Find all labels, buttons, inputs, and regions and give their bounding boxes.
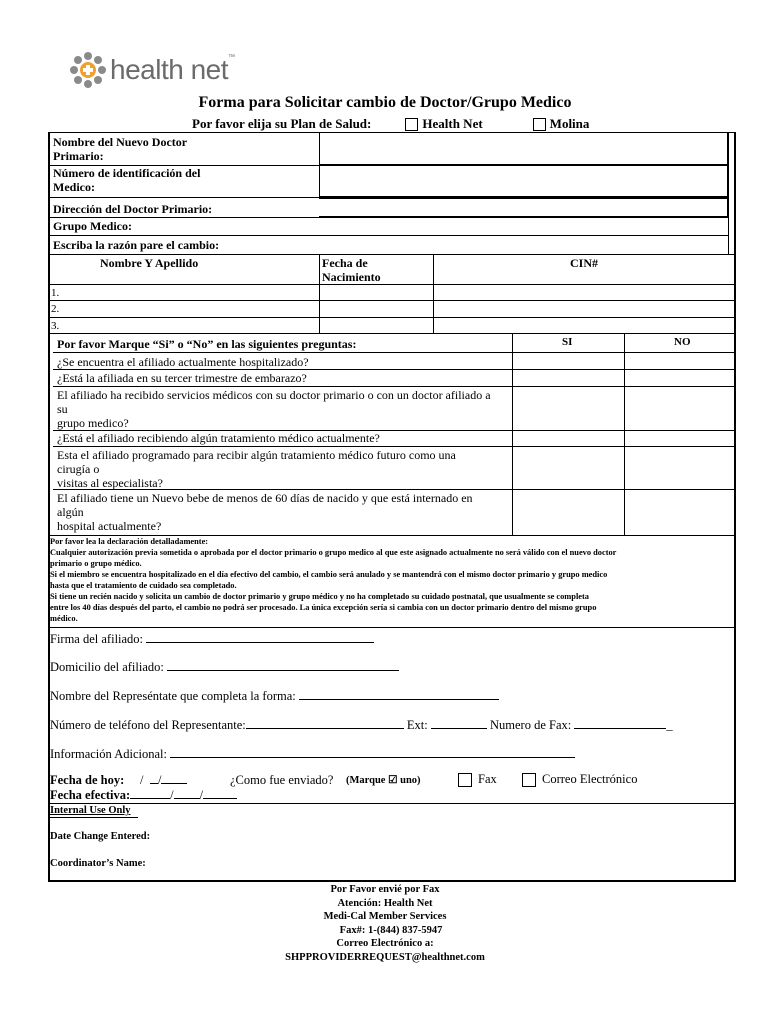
declaration: Por favor lea la declaración detalladamente: Cualquier autorización previa sometida o aprobada por el doctor primario o grupo medico al que este asignado actualmente no será válido con el nuevo doctor primario o grupo médico. Si el miembro se encuentra hospitalizado en el día efectivo del cambio, el cambio será anulado y se mantendrá con el mismo doctor primario y grupo medico hasta que el tratamiento de cuidado sea completado. Si tiene un recién nacido y solicita un cambio de doctor primario y grupo médico y no ha completado su cuidado postnatal, que usualmente se completa entre los 40 días después del parto, el cambio no podrá ser procesado. La única excepción sería si cambia con un doctor primario dentro del mismo grupo médico. — [50, 537, 617, 623]
effective-date-field[interactable] — [130, 788, 170, 799]
member-address-line: Domicilio del afiliado: — [50, 660, 399, 675]
medical-group-label: Grupo Medico: — [53, 219, 132, 233]
representative-phone-field[interactable] — [246, 718, 404, 729]
doctor-address-label: Dirección del Doctor Primario: — [53, 202, 213, 216]
coordinator-name-label: Coordinator’s Name: — [50, 858, 146, 869]
yes-column-header: SI — [562, 336, 573, 348]
representative-name-field[interactable] — [299, 689, 499, 700]
questions-header: Por favor Marque “Si” o “No” en las siguientes preguntas: — [57, 337, 357, 351]
member-signature-field[interactable] — [146, 632, 374, 643]
doctor-name-field[interactable] — [319, 132, 728, 165]
question-hospitalized: ¿Se encuentra el afiliado actualmente hospitalizado? — [57, 355, 309, 369]
additional-info-line: Información Adicional: — [50, 747, 575, 762]
representative-phone-line: Número de teléfono del Representante: Ext: Numero de Fax: _ — [50, 718, 673, 732]
internal-use-title: Internal Use Only — [50, 805, 131, 816]
no-column-header: NO — [674, 336, 691, 348]
member-dob-header: Fecha de Nacimiento — [322, 256, 381, 284]
health-net-checkbox[interactable] — [405, 118, 418, 131]
plan-option-health-net[interactable]: Health Net — [405, 116, 482, 132]
representative-name-line: Nombre del Represéntate que completa la forma: — [50, 689, 499, 704]
today-date-slash-1: / — [140, 773, 144, 787]
doctor-id-field[interactable] — [319, 165, 728, 197]
fax-number-field[interactable] — [574, 718, 666, 729]
doctor-id-label: Número de identificación del Medico: — [53, 166, 201, 194]
extension-field[interactable] — [431, 718, 487, 729]
date-change-entered-label: Date Change Entered: — [50, 831, 151, 842]
email-checkbox[interactable] — [522, 773, 536, 787]
member-signature-line: Firma del afiliado: — [50, 632, 374, 647]
member-cin-header: CIN# — [570, 256, 599, 270]
fax-checkbox[interactable] — [458, 773, 472, 787]
reason-label: Escriba la razón pare el cambio: — [53, 238, 220, 252]
member-name-header: Nombre Y Apellido — [100, 256, 199, 270]
fax-instructions: Por Favor envié por Fax Atención: Health Net Medi-Cal Member Services Fax#: 1-(844) 837-5947 Correo Electrónico a: SHPPROVIDERREQUEST@healthnet.com — [0, 883, 770, 964]
page-title: Forma para Solicitar cambio de Doctor/Grupo Medico — [198, 94, 572, 111]
question-future-treatment: Esta el afiliado programado para recibir algún tratamiento médico futuro como una cirugía o visitas al especialista? — [57, 448, 456, 490]
sent-fax-option[interactable]: Fax — [458, 772, 497, 787]
sent-method-label: ¿Como fue enviado? — [230, 773, 334, 787]
doctor-name-label: Nombre del Nuevo Doctor Primario: — [53, 135, 188, 163]
health-net-logo-icon — [68, 50, 108, 90]
reason-field[interactable] — [228, 236, 728, 254]
molina-checkbox[interactable] — [533, 118, 546, 131]
today-date-label: Fecha de hoy: — [50, 773, 125, 787]
question-pregnancy: ¿Está la afiliada en su tercer trimestre de embarazo? — [57, 371, 307, 385]
question-received-services: El afiliado ha recibido servicios médicos con su doctor primario o con un doctor afiliado a su grupo medico? — [57, 388, 491, 430]
effective-date-line: Fecha efectiva: / / — [50, 788, 237, 803]
question-current-treatment: ¿Está el afiliado recibiendo algún tratamiento médico actualmente? — [57, 431, 380, 445]
plan-selection — [192, 116, 589, 132]
member-address-field[interactable] — [167, 660, 399, 671]
plan-option-molina[interactable]: Molina — [533, 116, 590, 132]
doctor-address-field[interactable] — [319, 198, 728, 217]
question-newborn: El afiliado tiene un Nuevo bebe de menos de 60 días de nacido y que está internado en algún hospital actualmente? — [57, 491, 473, 533]
health-net-logo — [68, 50, 235, 90]
sent-email-option[interactable]: Correo Electrónico — [522, 772, 637, 787]
member-row-2: 2. — [51, 303, 60, 315]
member-row-1: 1. — [51, 287, 60, 299]
contact-email: SHPPROVIDERREQUEST@healthnet.com — [285, 951, 485, 963]
plan-label: Por favor elija su Plan de Salud: — [192, 116, 372, 131]
today-date-field[interactable]: / — [150, 773, 187, 788]
additional-info-field[interactable] — [170, 747, 575, 758]
logo-text: health net™ — [110, 54, 235, 85]
check-one-note: (Marque ☑ uno) — [346, 775, 421, 786]
member-row-3: 3. — [51, 320, 60, 332]
